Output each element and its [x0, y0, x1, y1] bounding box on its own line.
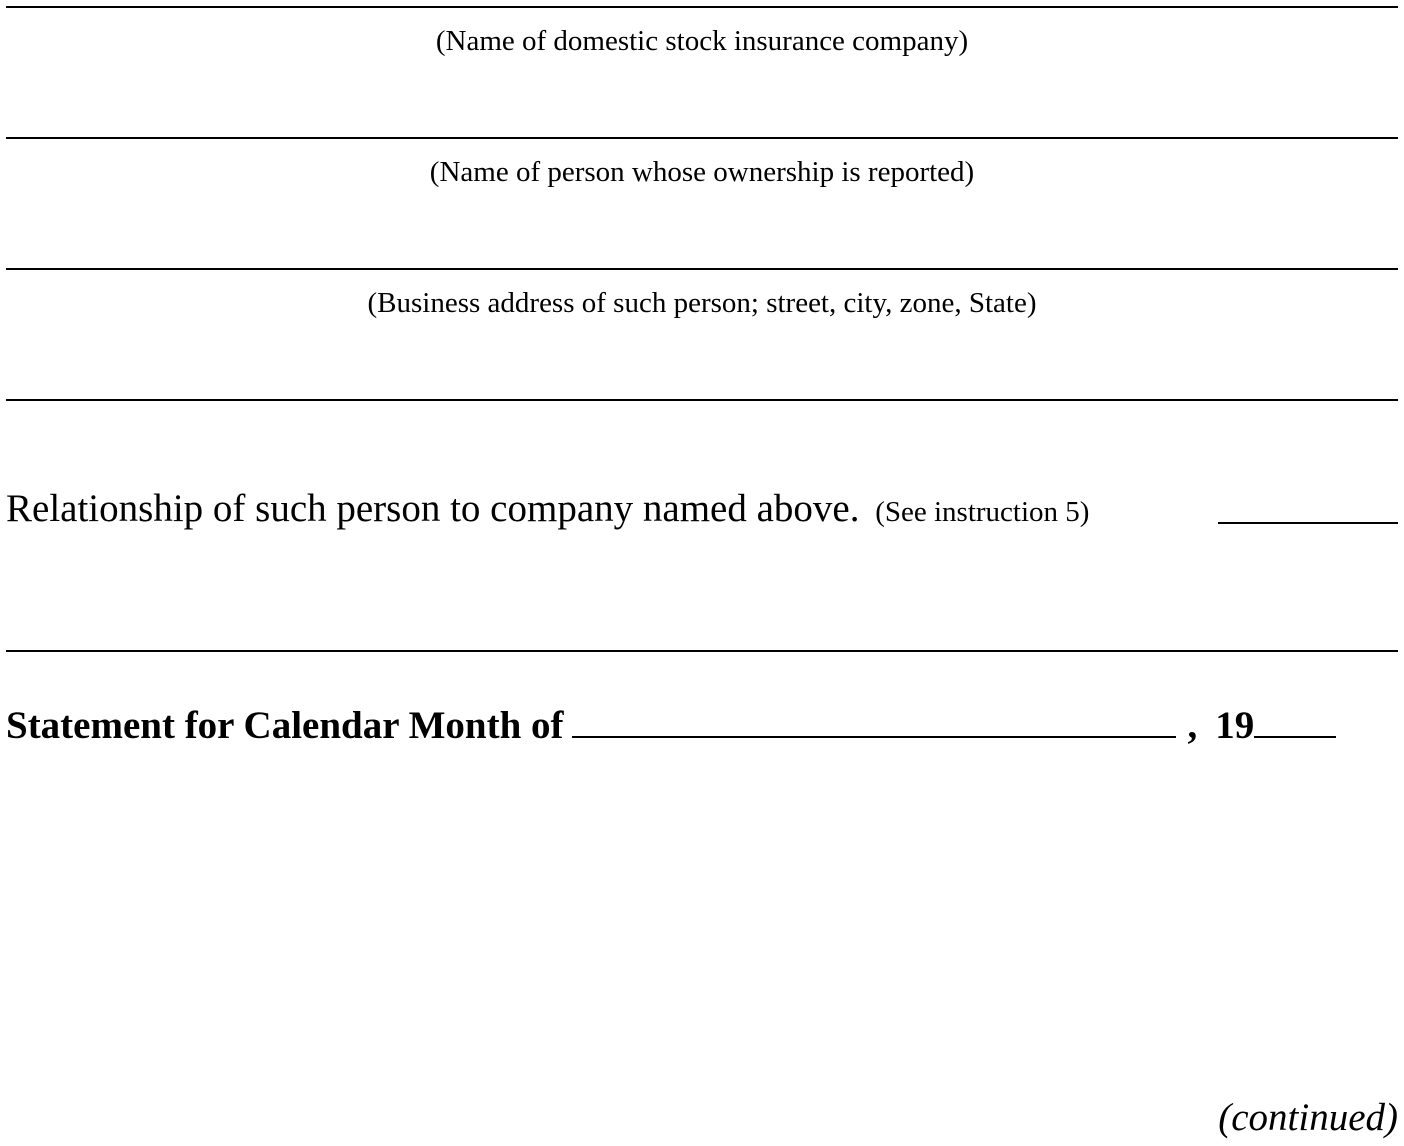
statement-comma: , [1187, 704, 1198, 747]
business-address-caption: (Business address of such person; street, city, zone, State) [367, 287, 1037, 319]
company-name-caption: (Name of domestic stock insurance company) [435, 25, 969, 57]
business-address-line[interactable] [6, 268, 1398, 270]
relationship-instruction-note: (See instruction 5) [875, 496, 1090, 528]
person-name-caption: (Name of person whose ownership is reported) [429, 156, 975, 188]
relationship-label: Relationship of such person to company named above. [6, 487, 860, 530]
year-blank[interactable] [1254, 735, 1336, 738]
relationship-continuation-line[interactable] [6, 650, 1398, 652]
person-name-line[interactable] [6, 137, 1398, 139]
relationship-blank[interactable] [1218, 522, 1398, 524]
relationship-row [6, 485, 1398, 536]
calendar-month-blank[interactable] [572, 735, 1176, 738]
statement-month-label: Statement for Calendar Month of [6, 704, 564, 747]
continued-note: (continued) [1218, 1096, 1398, 1139]
business-address-continuation-line[interactable] [6, 399, 1398, 401]
statement-month-row [6, 702, 1398, 750]
company-name-line[interactable] [6, 6, 1398, 8]
year-prefix: 19 [1215, 704, 1255, 747]
